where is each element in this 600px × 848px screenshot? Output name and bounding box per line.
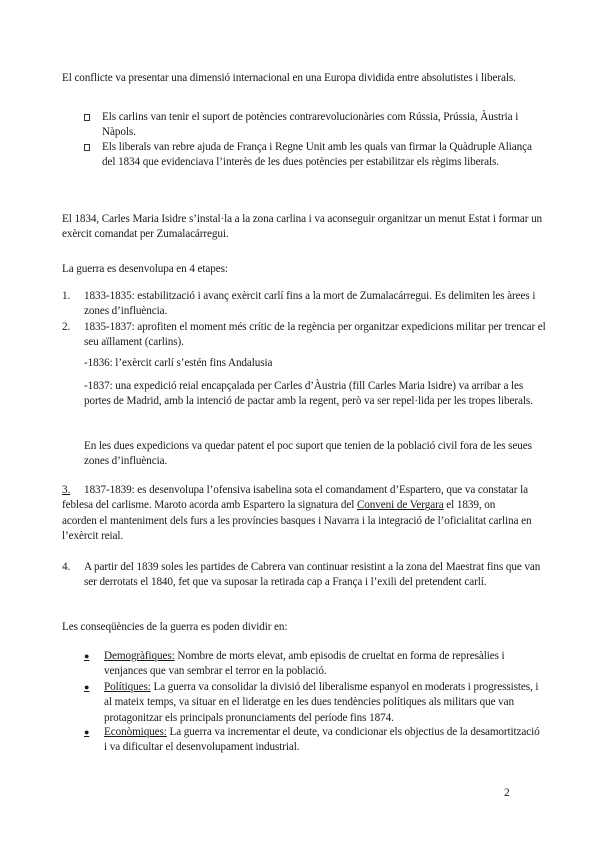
- stage-text: 1837-1839: es desenvolupa l’ofensiva isabelina sota el comandament d’Espartero, que va constatar la feblesa del carlisme. Maroto acorda amb Espartero la signatura del: [62, 484, 528, 512]
- stage-number: 2.: [62, 321, 71, 333]
- stage2-sub-1836: -1836: l’exèrcit carlí s’estén fins Andalusia: [84, 357, 273, 369]
- paragraph-1834: El 1834, Carles Maria Isidre s’instal·la a la zona carlina i va aconseguir organitzar un menut Estat i formar un exèrcit comandat per Zumalacárregui.: [62, 213, 543, 241]
- consequence-text: Nombre de morts elevat, amb episodis de crueltat en forma de represàlies i venjances que van sembrar el terror en la població.: [104, 650, 505, 678]
- intro-paragraph: El conflicte va presentar una dimensió internacional en una Europa dividida entre absolutistes i liberals.: [62, 72, 516, 84]
- bullet-icon: ●: [84, 682, 90, 692]
- stage-number: 1.: [62, 290, 71, 302]
- stage-item: [62, 560, 548, 591]
- support-carlins: Els carlins van tenir el suport de potències contrarevolucionàries com Rússia, Prússia, Àustria i Nàpols.: [102, 111, 519, 139]
- support-liberals: Els liberals van rebre ajuda de França i Regne Unit amb les quals van firmar la Quàdruple Aliança del 1834 que evidenciava l’interès de les dues potències per estabilitzar els règims liberals.: [102, 141, 532, 169]
- stage2-sub-1837: -1837: una expedició reial encapçalada per Carles d’Àustria (fill Carles Maria Isidre) va arribar a les portes de Madrid, amb la intenció de pactar amb la regent, però va ser repel·lida per les tropes liberals.: [84, 380, 533, 408]
- stage-text: 1835-1837: aprofiten el moment més crític de la regència per organitzar expedicions militar per trencar el seu aïllament (carlins).: [84, 321, 546, 349]
- stage-text: A partir del 1839 soles les partides de Cabrera van continuar resistint a la zona del Maestrat fins que van ser derrotats el 1840, fet que va suposar la retirada cap a França i l’exili del pretendent carlí.: [84, 561, 541, 589]
- stage-number: 3.: [62, 484, 71, 496]
- checkbox-bullet-icon: [84, 110, 102, 141]
- consequence-text: La guerra va consolidar la divisió del liberalisme espanyol en moderats i progressistes, i al mateix temps, va situar en el lideratge en les dues tendències polítiques als militars que van protagonitzar els principals pronunciaments del període fins 1874.: [104, 681, 539, 724]
- consequence-label: Polítiques:: [104, 681, 151, 693]
- consequence-item: [84, 725, 544, 756]
- consequence-label: Econòmiques:: [104, 726, 167, 738]
- stage-item: [62, 289, 546, 320]
- consequence-item: [84, 649, 544, 680]
- stage-text-continued: el 1839, on acorden el manteniment dels furs a les províncies basques i Navarra i la integració de l’oficialitat carlina en l’exèrcit reial.: [62, 499, 532, 542]
- conveni-de-vergara-link[interactable]: Conveni de Vergara: [356, 499, 444, 512]
- stages-intro: La guerra es desenvolupa en 4 etapes:: [62, 263, 228, 275]
- consequence-item: [84, 680, 544, 726]
- checkbox-bullet-icon: [84, 140, 102, 171]
- bullet-icon: ●: [84, 651, 90, 661]
- stage-item: [62, 320, 546, 351]
- list-item: [84, 110, 544, 141]
- page-number: 2: [504, 787, 510, 799]
- stage-item: [62, 483, 532, 544]
- stage-text: 1833-1835: estabilització i avanç exèrcit carlí fins a la mort de Zumalacárregui. Es delimiten les àrees i zones d’influència.: [84, 290, 536, 318]
- consequence-label: Demogràfiques:: [104, 650, 175, 662]
- stage-number: 4.: [62, 561, 71, 573]
- list-item: [84, 140, 544, 171]
- consequences-intro: Les conseqüències de la guerra es poden dividir en:: [62, 621, 288, 633]
- stage2-note: En les dues expedicions va quedar patent el poc suport que tenien de la població civil fora de les seues zones d’influència.: [84, 440, 532, 468]
- consequence-text: La guerra va incrementar el deute, va condicionar els objectius de la desamortització i va dificultar el desenvolupament industrial.: [104, 726, 540, 754]
- bullet-icon: ●: [84, 727, 90, 737]
